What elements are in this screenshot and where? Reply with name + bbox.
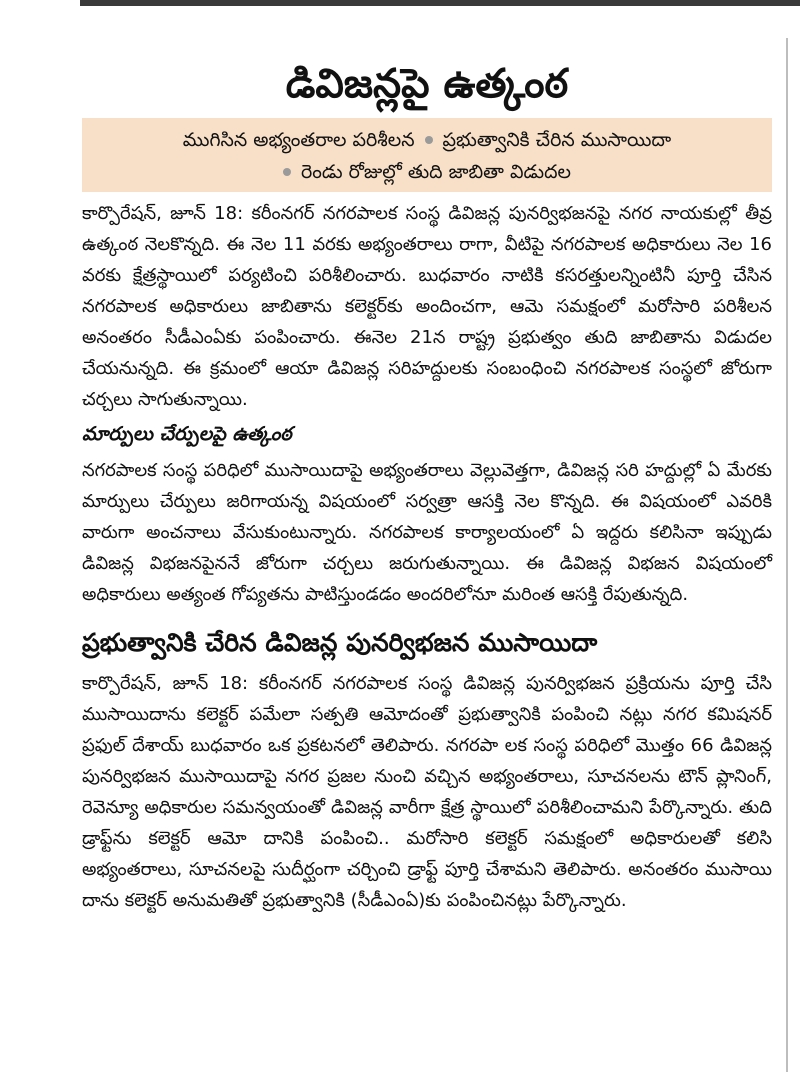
story1-paragraph-2: నగరపాలక సంస్థ పరిధిలో ముసాయిదాపై అభ్యంతరాలు వెల్లువెత్తగా, డివిజన్ల సరి హద్దుల్లో ఏ మేరకు మార్పులు చేర్పులు జరిగాయన్న విషయంలో సర్వత్రా ఆసక్తి నెల కొన్నది. ఈ విషయంలో ఎవరికి వారుగా అంచనాలు వేసుకుంటున్నారు. నగరపాలక కార్యాలయంలో ఏ ఇద్దరు కలిసినా ఇప్పుడు డివిజన్ల విభజనపైననే జోరుగా చర్చలు జరుగుతున్నాయి. ఈ డివిజన్ల విభజన విషయంలో అధికారులు అత్యంత గోప్యతను పాటిస్తుండడం అందరిలోనూ మరింత ఆసక్తి రేపుతున్నది.: [82, 460, 772, 605]
deck-box: [82, 118, 772, 192]
deck-text-3: రెండు రోజుల్లో తుది జాబితా విడుదల: [301, 161, 571, 183]
story2-headline: ప్రభుత్వానికి చేరిన డివిజన్ల పునర్విభజన ముసాయిదా: [82, 628, 598, 657]
deck-row-2: [90, 156, 764, 188]
story1-subhead: మార్పులు చేర్పులపై ఉత్కంఠ: [82, 423, 292, 445]
column-rule: [786, 38, 788, 1072]
headline: డివిజన్లపై ఉత్కంఠ: [285, 61, 569, 107]
bullet-icon: [425, 136, 433, 144]
bullet-icon: [283, 168, 291, 176]
story2-paragraph-1: కార్పొరేషన్, జూన్ 18: కరీంనగర్ నగరపాలక సంస్థ డివిజన్ల పునర్విభజన ప్రక్రియను పూర్తి చేసి ముసాయిదాను కలెక్టర్ పమేలా సత్పతి ఆమోదంతో ప్రభుత్వానికి పంపించి నట్లు నగర కమిషనర్ ప్రఫుల్ దేశాయ్ బుధవారం ఒక ప్రకటనలో తెలిపారు. నగరపా లక సంస్థ పరిధిలో మొత్తం 66 డివిజన్ల పునర్విభజన ముసాయిదాపై నగర ప్రజల నుంచి వచ్చిన అభ్యంతరాలు, సూచనలను టౌన్ ప్లానింగ్, రెవెన్యూ అధికారుల సమన్వయంతో డివిజన్ల వారీగా క్షేత్ర స్థాయిలో పరిశీలించామని పేర్కొన్నారు. తుది డ్రాఫ్ట్‌ను కలెక్టర్ ఆమో దానికి పంపించి.. మరోసారి కలెక్టర్ సమక్షంలో అధికారులతో కలిసి అభ్యంతరాలు, సూచనలపై సుదీర్ఘంగా చర్చించి డ్రాఫ్ట్ పూర్తి చేశామని తెలిపారు. అనంతరం ముసాయి దాను కలెక్టర్ అనుమతితో ప్రభుత్వానికి (సీడీఎంఏ)కు పంపించినట్లు పేర్కొన్నారు.: [82, 673, 772, 911]
deck-row-1: [90, 124, 764, 156]
deck-text-2: ప్రభుత్వానికి చేరిన ముసాయిదా: [442, 129, 672, 151]
deck-text-1: ముగిసిన అభ్యంతరాల పరిశీలన: [182, 129, 415, 151]
story1-paragraph-1: కార్పొరేషన్, జూన్ 18: కరీంనగర్ నగరపాలక సంస్థ డివిజన్ల పునర్విభజనపై నగర నాయకుల్లో తీవ్ర ఉత్కంఠ నెలకొన్నది. ఈ నెల 11 వరకు అభ్యంతరాలు రాగా, వీటిపై నగరపాలక అధికారులు నెల 16 వరకు క్షేత్రస్థాయిలో పర్యటించి పరిశీలించారు. బుధవారం నాటికి కసరత్తులన్నింటినీ పూర్తి చేసిన నగరపాలక అధికారులు జాబితాను కలెక్టర్‌కు అందించగా, ఆమె సమక్షంలో మరోసారి పరిశీలన అనంతరం సీడీఎంఏకు పంపించారు. ఈనెల 21న రాష్ట్ర ప్రభుత్వం తుది జాబితాను విడుదల చేయనున్నది. ఈ క్రమంలో ఆయా డివిజన్ల సరిహద్దులకు సంబంధించి నగరపాలక సంస్థలో జోరుగా చర్చలు సాగుతున్నాయి.: [82, 203, 772, 410]
top-rule: [80, 0, 800, 6]
news-article: [82, 10, 772, 916]
